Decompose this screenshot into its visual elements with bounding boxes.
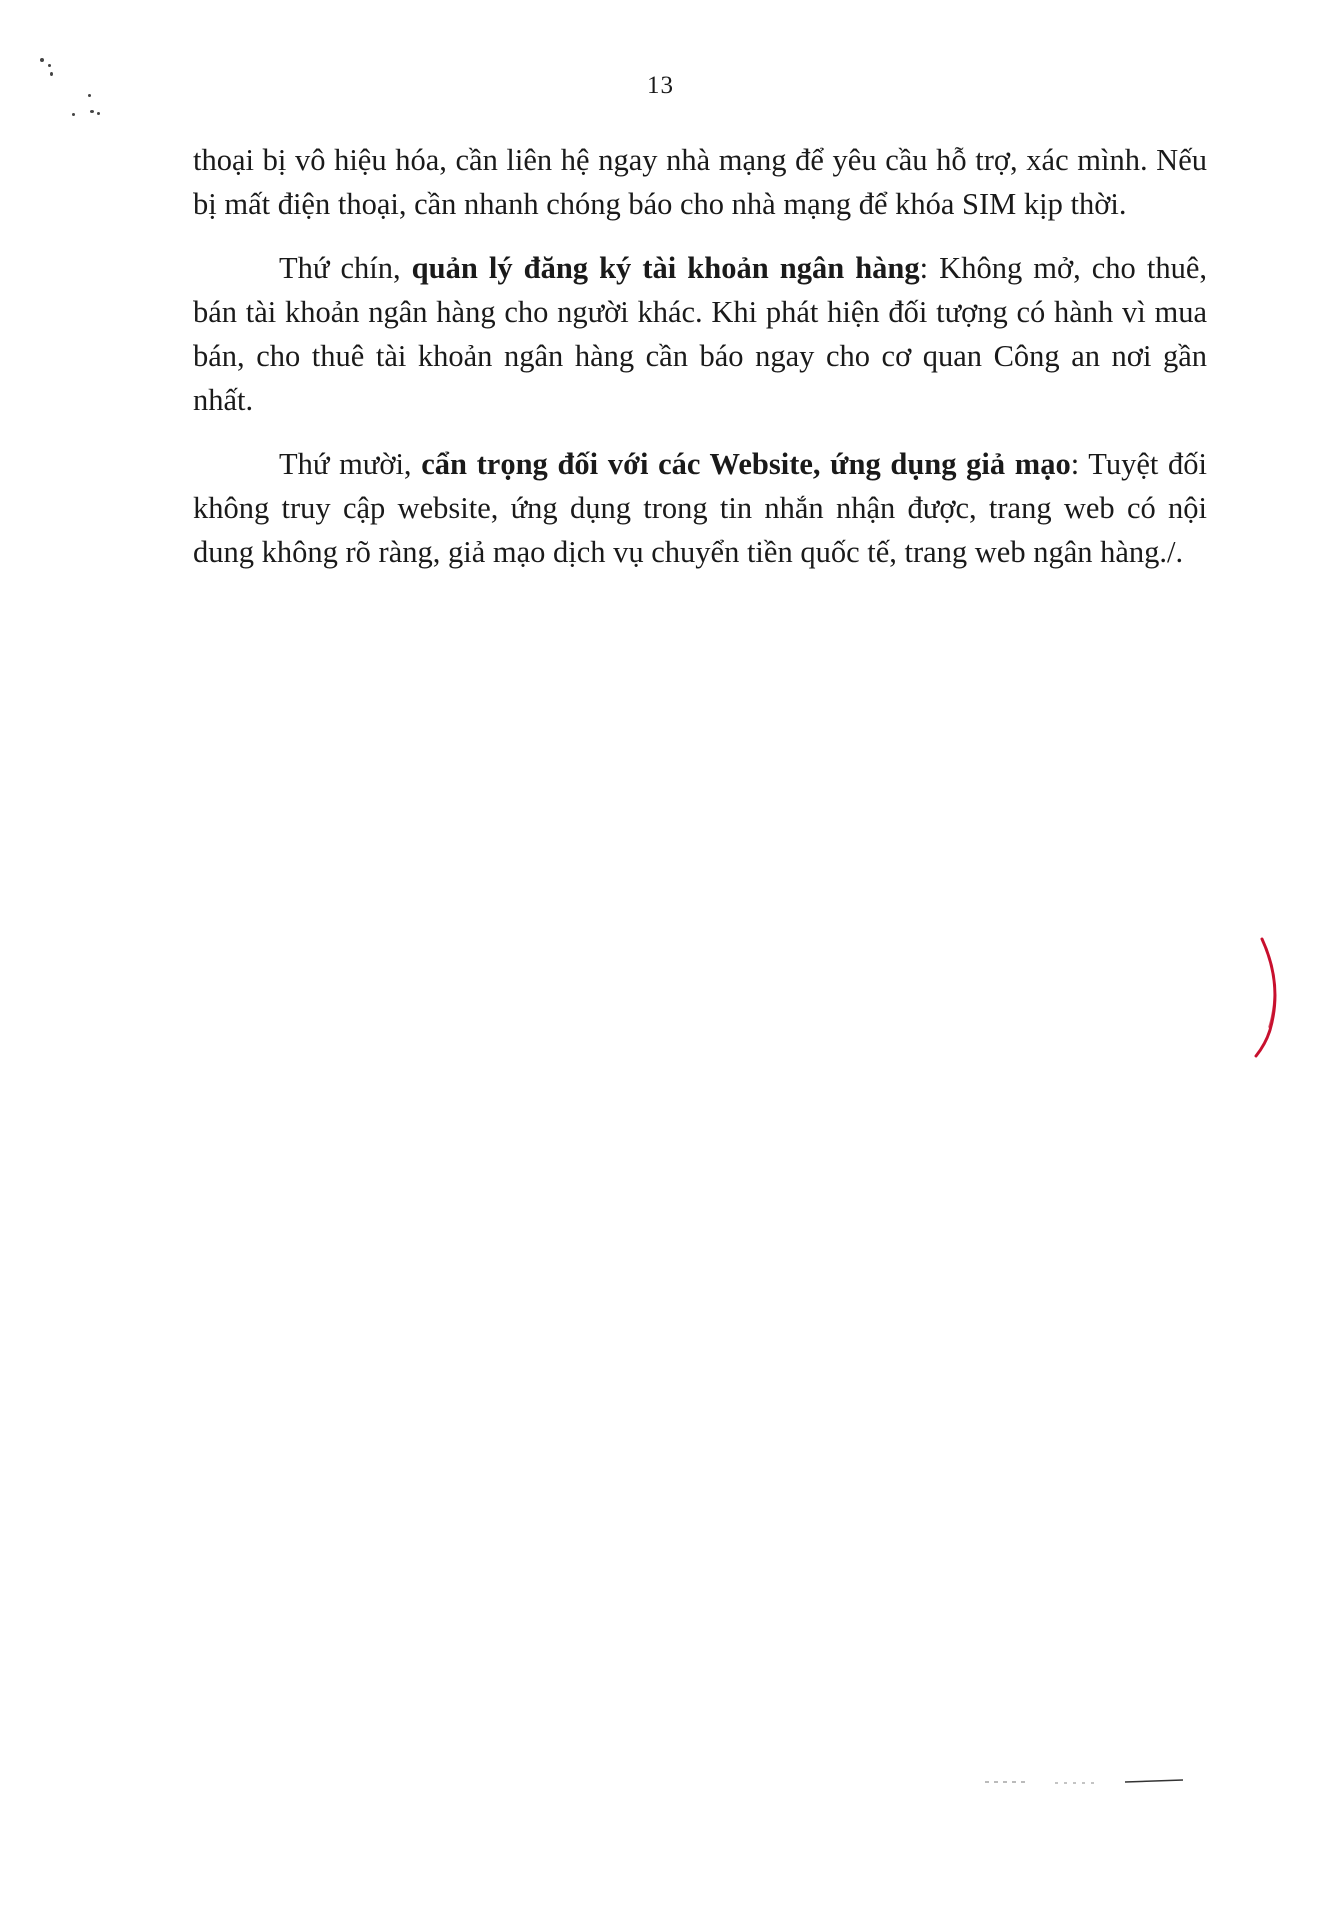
paragraph-bold-heading: cẩn trọng đối với các Website, ứng dụng giả mạo xyxy=(421,447,1071,481)
red-margin-mark xyxy=(1250,935,1290,1060)
paragraph-lead: Thứ mười, xyxy=(279,447,422,481)
paragraph-item-tenth xyxy=(193,442,1207,574)
paragraph-lead: Thứ chín, xyxy=(279,251,412,285)
document-body xyxy=(193,138,1207,594)
page-number: 13 xyxy=(647,72,674,99)
paragraph-item-ninth xyxy=(193,246,1207,422)
paragraph-body: : Không mở, cho thuê, bán tài khoản ngân hàng cho người khác. Khi phát hiện đối tượng có hành vì mua bán, cho thuê tài khoản ngân hàng cần báo ngay cho cơ quan Công an nơi gần nhất. xyxy=(193,251,1207,417)
paragraph-body: : Tuyệt đối không truy cập website, ứng dụng trong tin nhắn nhận được, trang web có nội dung không rõ ràng, giả mạo dịch vụ chuyển tiền quốc tế, trang web ngân hàng./. xyxy=(193,447,1207,569)
paragraph-text: thoại bị vô hiệu hóa, cần liên hệ ngay nhà mạng để yêu cầu hỗ trợ, xác mình. Nếu bị mất điện thoại, cần nhanh chóng báo cho nhà mạng để khóa SIM kịp thời. xyxy=(193,143,1207,221)
paragraph-continuation xyxy=(193,138,1207,226)
paragraph-bold-heading: quản lý đăng ký tài khoản ngân hàng xyxy=(411,251,920,285)
scan-dash-mark xyxy=(985,1778,1185,1786)
